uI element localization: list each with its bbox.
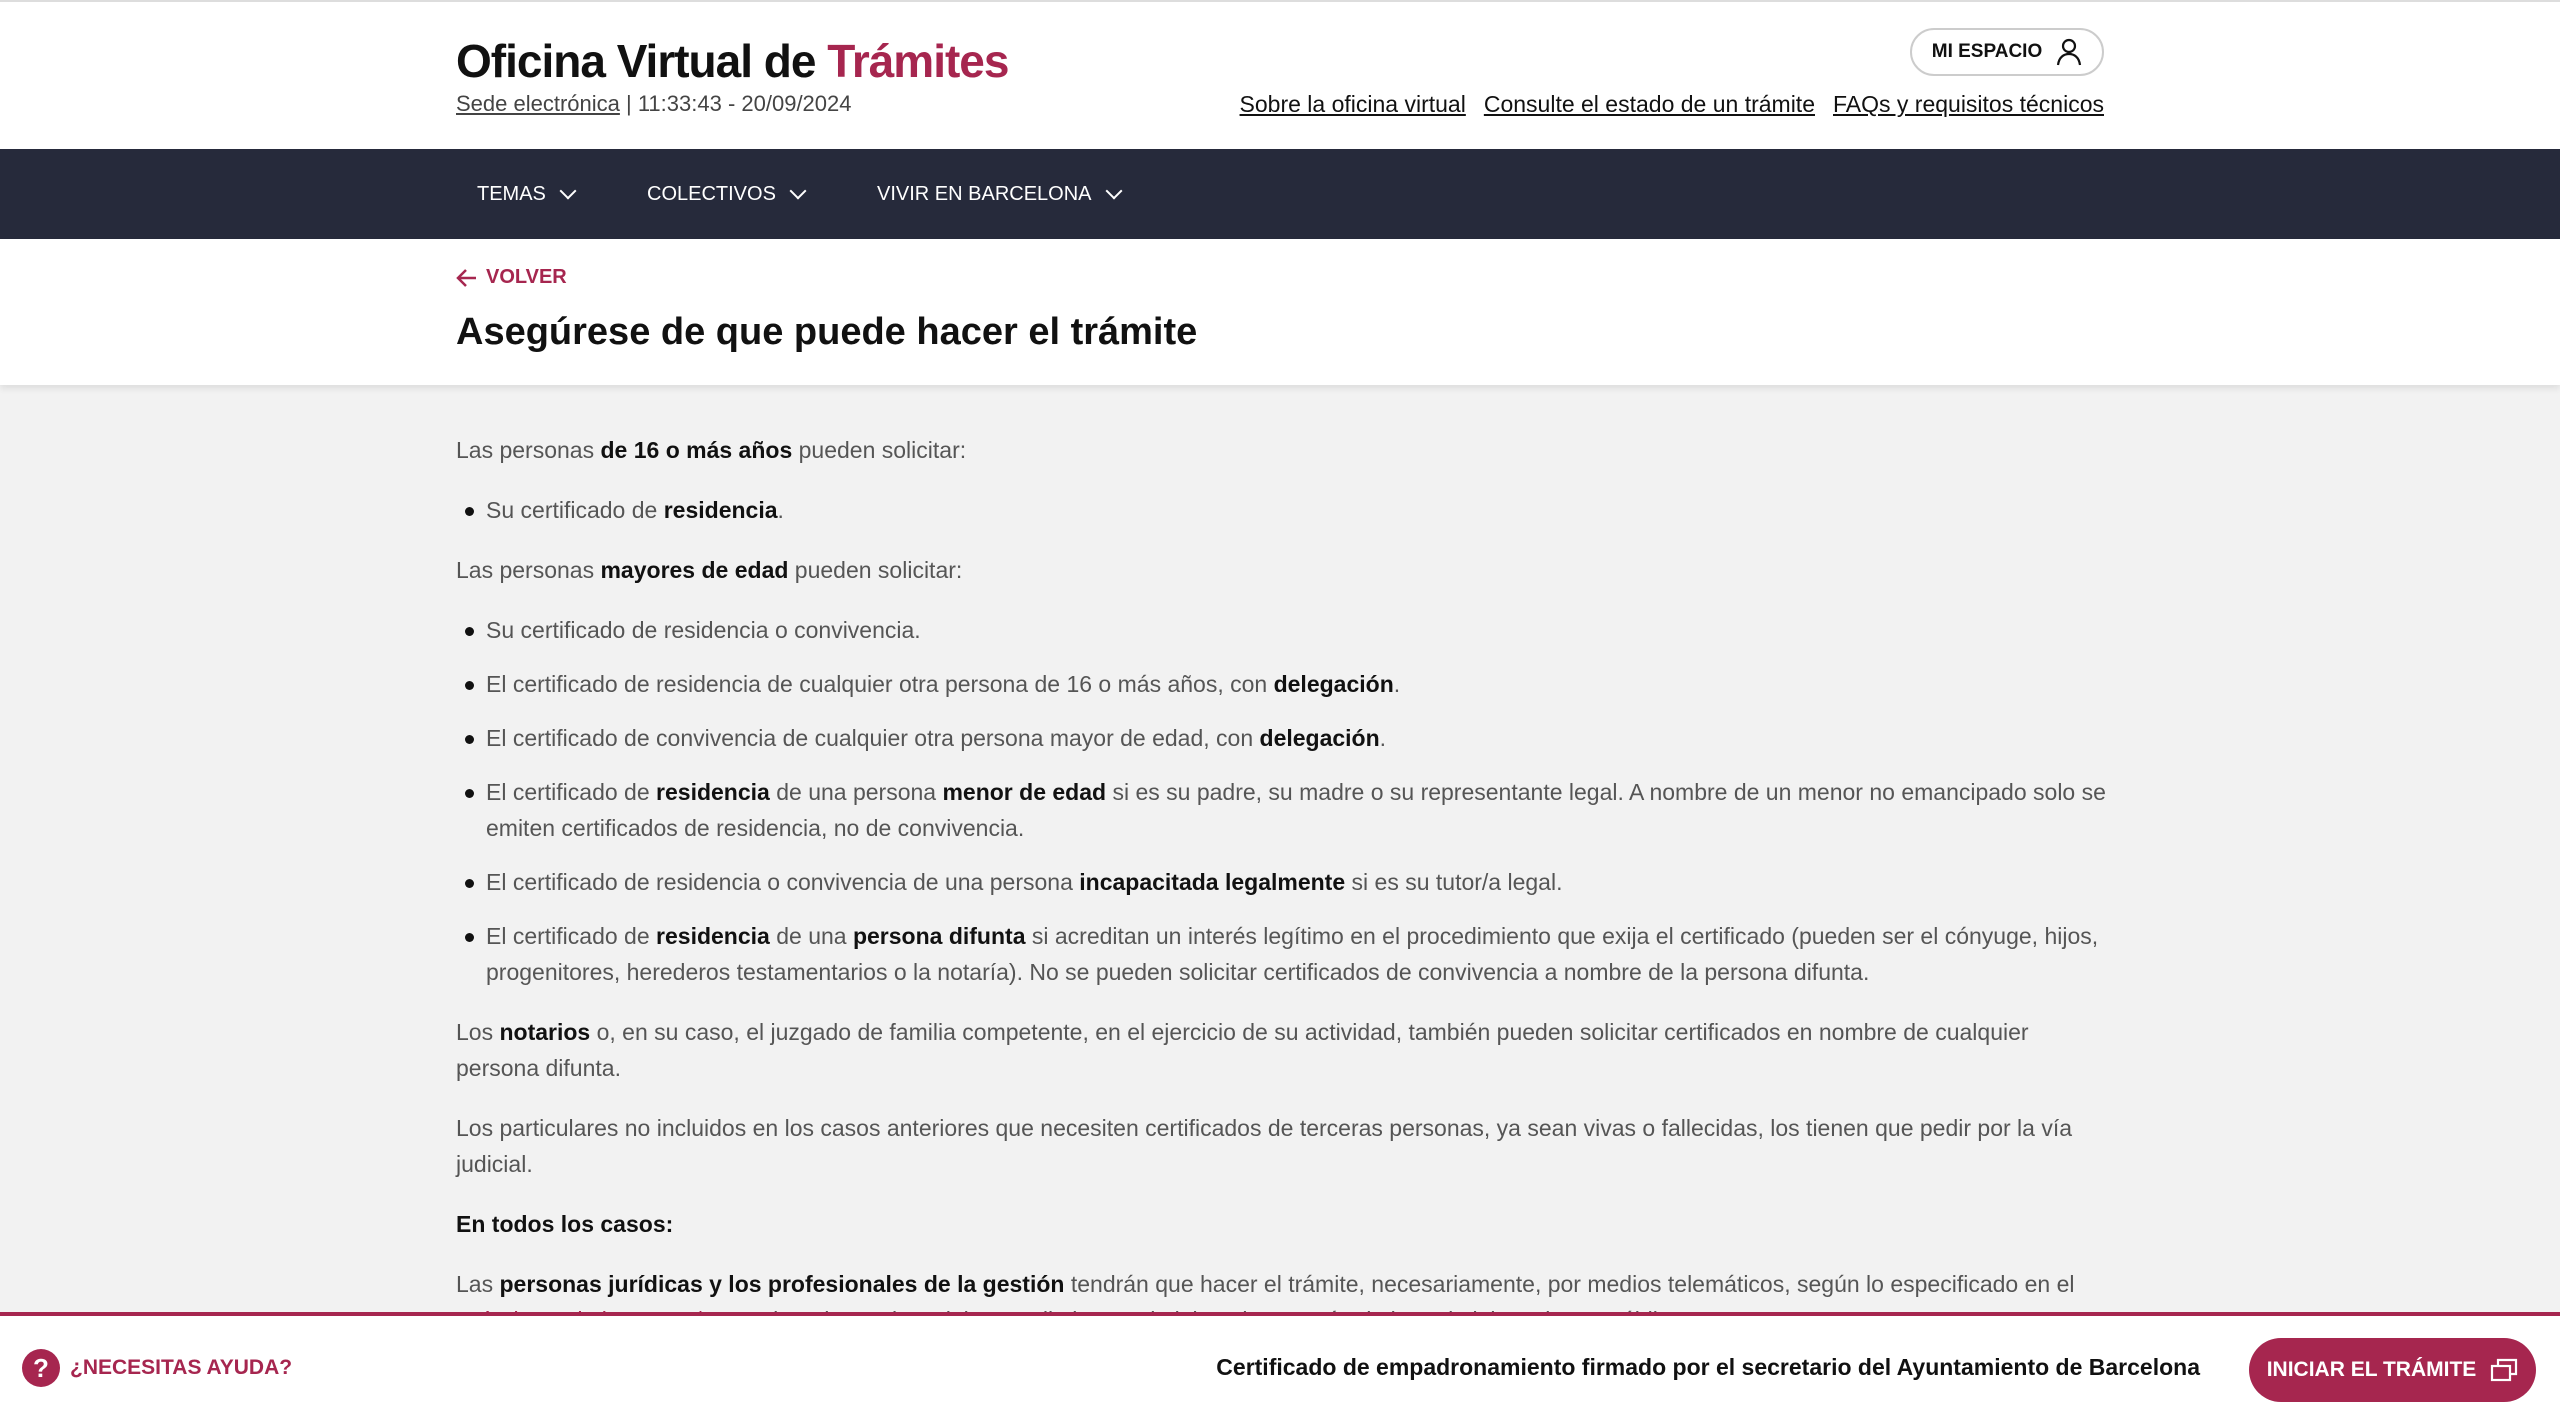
link-faqs[interactable]: FAQs y requisitos técnicos <box>1833 91 2104 117</box>
list <box>456 612 2106 990</box>
nav-colectivos-label: COLECTIVOS <box>647 182 776 205</box>
start-procedure-button[interactable] <box>2249 1338 2536 1402</box>
start-label: INICIAR EL TRÁMITE <box>2266 1358 2477 1381</box>
back-link[interactable] <box>456 266 567 289</box>
arrow-left-icon <box>456 268 478 288</box>
chevron-down-icon <box>1105 183 1122 200</box>
help-link[interactable] <box>22 1349 292 1387</box>
site-title-accent: Trámites <box>827 35 1009 87</box>
nav-temas-label: TEMAS <box>477 182 546 205</box>
back-label: VOLVER <box>486 266 567 288</box>
page-header <box>0 239 2560 385</box>
help-icon: ? <box>22 1349 60 1387</box>
paragraph: Las personas mayores de edad pueden solicitar: <box>456 557 963 583</box>
procedure-name: Certificado de empadronamiento firmado por el secretario del Ayuntamiento de Barcelona <box>1216 1354 2200 1380</box>
list-item: El certificado de residencia o convivencia de una persona incapacitada legalmente si es su tutor/a legal. <box>486 864 2106 900</box>
list-item: El certificado de residencia de cualquier otra persona de 16 o más años, con delegación. <box>486 666 2106 702</box>
site-header <box>0 0 2560 149</box>
nav-colectivos[interactable] <box>647 149 804 239</box>
help-label: ¿NECESITAS AYUDA? <box>70 1356 293 1379</box>
paragraph: Las personas jurídicas y los profesionales de la gestión tendrán que hacer el trámite, necesariamente, por medios telemáticos, según lo especificado en el <box>456 1266 2106 1338</box>
list-item: El certificado de convivencia de cualquier otra persona mayor de edad, con delegación. <box>486 720 2106 756</box>
sede-link[interactable]: Sede electrónica <box>456 91 620 116</box>
top-links <box>1240 91 2104 118</box>
list-item: El certificado de residencia de una persona menor de edad si es su padre, su madre o su representante legal. A nombre de un menor no emancipado solo se emiten certificados de residencia, no de convivencia. <box>486 774 2106 846</box>
site-title[interactable] <box>456 34 1008 88</box>
main-content <box>456 432 2106 1362</box>
sticky-footer <box>0 1312 2560 1416</box>
main-nav <box>0 149 2560 239</box>
my-space-label: MI ESPACIO <box>1931 41 2043 62</box>
subheader <box>456 91 852 117</box>
paragraph: Las personas de 16 o más años pueden solicitar: <box>456 437 967 463</box>
paragraph-heading: En todos los casos: <box>456 1211 674 1237</box>
paragraph: Los notarios o, en su caso, el juzgado de familia competente, en el ejercicio de su actividad, también pueden solicitar certificados en nombre de cualquier persona difunta. <box>456 1019 2029 1081</box>
nav-temas[interactable] <box>477 149 574 239</box>
paragraph: Los particulares no incluidos en los casos anteriores que necesiten certificados de terceras personas, ya sean vivas o fallecidas, los tienen que pedir por la vía judicial. <box>456 1115 2073 1177</box>
link-about[interactable]: Sobre la oficina virtual <box>1239 91 1466 117</box>
list-item: Su certificado de residencia. <box>486 492 2106 528</box>
nav-vivir-label: VIVIR EN BARCELONA <box>877 182 1092 205</box>
nav-vivir[interactable] <box>877 149 1120 239</box>
datetime: | 11:33:43 - 20/09/2024 <box>619 91 852 116</box>
list-item: Su certificado de residencia o convivencia. <box>486 612 2106 648</box>
new-window-icon <box>2490 1358 2518 1382</box>
chevron-down-icon <box>559 183 576 200</box>
page-title: Asegúrese de que puede hacer el trámite <box>456 311 1198 353</box>
chevron-down-icon <box>789 183 806 200</box>
my-space-button[interactable] <box>1910 28 2104 76</box>
list-item: El certificado de residencia de una persona difunta si acreditan un interés legítimo en el procedimiento que exija el certificado (pueden ser el cónyuge, hijos, progenitores, herederos testamentarios o la notaría). No se pueden solicitar certificados de convivencia a nombre de la persona difunta. <box>486 918 2106 990</box>
user-icon <box>2056 38 2082 66</box>
site-title-main: Oficina Virtual de <box>456 35 828 87</box>
link-status[interactable]: Consulte el estado de un trámite <box>1483 91 1815 117</box>
list <box>456 492 2106 528</box>
